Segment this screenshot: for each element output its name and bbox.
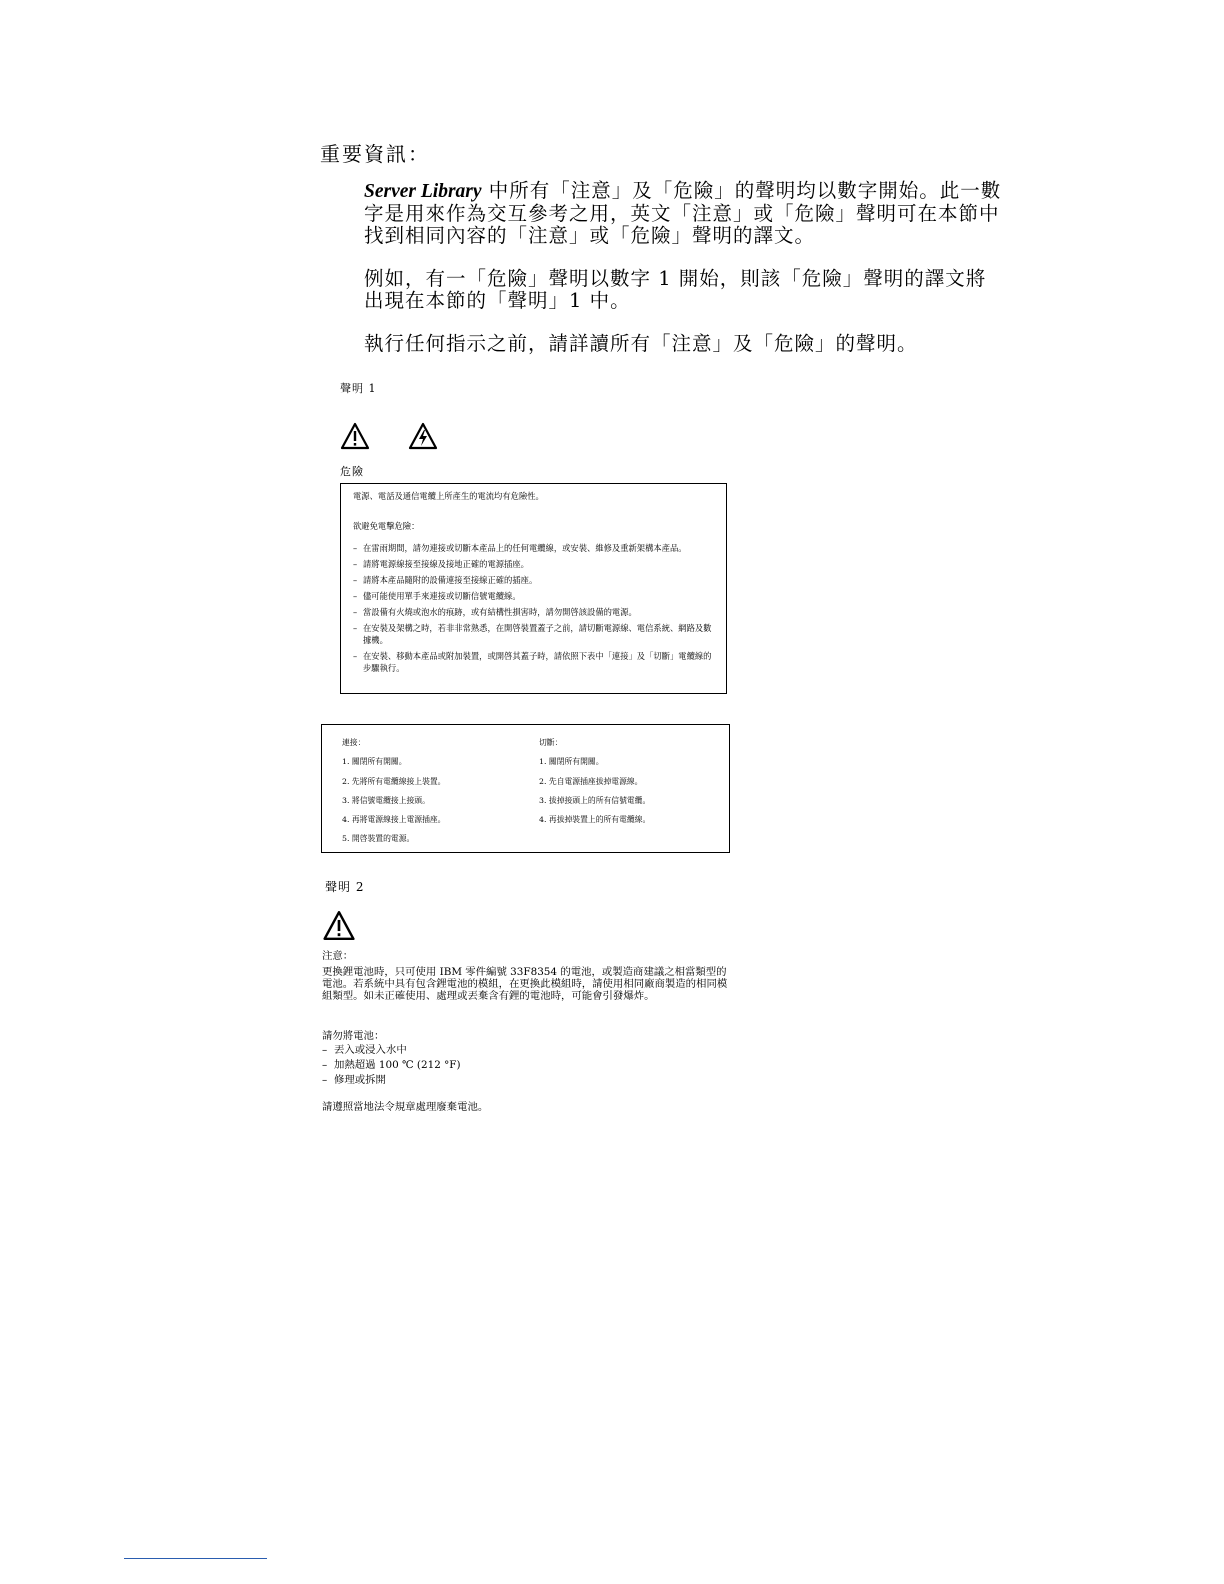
battery-do-not-heading: 請勿將電池： [322,1030,385,1042]
warning-triangle-icon [322,910,356,941]
battery-list-item: – 加熱超過 100 ℃ (212 °F) [322,1058,732,1073]
danger-list-item: – 當設備有火燒或泡水的痕跡，或有結構性損害時，請勿開啓該設備的電源。 [353,606,714,618]
intro-paragraph-3: 執行任何指示之前，請詳讀所有「注意」及「危險」的聲明。 [364,332,918,355]
connect-column [342,737,532,853]
statement-2-label: 聲明 2 [325,880,365,894]
danger-list-item: – 在雷雨期間，請勿連接或切斷本產品上的任何電纜線，或安裝、維修及重新架構本產品。 [353,542,714,554]
connect-step: 4. 再將電源線接上電源插座。 [342,815,446,825]
danger-list-item: – 在安裝及架構之時，若非非常熟悉，在開啓裝置蓋子之前，請切斷電源線、電信系統、網路及數據機。 [353,622,714,646]
intro-paragraph-2: 例如，有一「危險」聲明以數字 1 開始，則該「危險」聲明的譯文將出現在本節的「聲明」1 中。 [364,267,987,312]
disconnect-step: 2. 先自電源插座拔掉電源線。 [539,776,643,786]
danger-notice-box [340,483,727,694]
disconnect-column [539,737,729,833]
server-library-title: Server Library [364,181,482,202]
statement-1-label: 聲明 1 [340,382,377,395]
disconnect-step: 1. 關閉所有開關。 [539,757,604,767]
danger-intro: 電源、電話及通信電纜上所產生的電流均有危險性。 [353,491,544,501]
connect-disconnect-table [321,724,730,853]
caution-label: 注意： [322,950,354,962]
danger-list [353,542,714,674]
battery-list-item: – 修理或拆開 [322,1073,732,1088]
connect-step: 5. 開啓裝置的電源。 [342,834,415,844]
disconnect-step: 4. 再拔掉裝置上的所有電纜線。 [539,815,651,825]
footnote-divider [124,1558,267,1559]
caution-body: 更換鋰電池時，只可使用 IBM 零件編號 33F8354 的電池，或製造商建議之相當類型的電池。若系統中具有包含鋰電池的模組，在更換此模組時，請使用相同廠商製造的相同模組類型。如未正確使用、處理或丟棄含有鋰的電池時，可能會引發爆炸。 [322,966,728,1002]
connect-step: 2. 先將所有電纜線接上裝置。 [342,776,446,786]
battery-do-not-list [322,1043,732,1088]
danger-label: 危險 [340,465,364,478]
disconnect-step: 3. 拔掉接頭上的所有信號電纜。 [539,795,651,805]
intro-paragraph-1-text: 中所有「注意」及「危險」的聲明均以數字開始。此一數字是用來作為交互參考之用，英文「注意」或「危險」聲明可在本節中找到相同內容的「注意」或「危險」聲明的譯文。 [364,179,1002,247]
danger-list-item: – 在安裝、移動本產品或附加裝置，或開啓其蓋子時，請依照下表中「連接」及「切斷」電纜線的步驟執行。 [353,650,714,674]
danger-list-item: – 儘可能使用單手來連接或切斷信號電纜線。 [353,590,714,602]
electrical-hazard-icon [408,422,438,450]
battery-dispose-note: 請遵照當地法令規章處理廢棄電池。 [322,1101,489,1113]
page-heading: 重要資訊： [320,142,430,166]
battery-list-item: – 丟入或浸入水中 [322,1043,732,1058]
connect-step: 1. 關閉所有開關。 [342,757,407,767]
connect-header: 連接： [342,738,366,747]
disconnect-header: 切斷： [539,738,563,747]
connect-step: 3. 將信號電纜接上接頭。 [342,795,430,805]
danger-avoid-heading: 欲避免電擊危險： [353,521,420,531]
danger-list-item: – 請將電源線接至接線及接地正確的電源插座。 [353,558,714,570]
danger-list-item: – 請將本產品隨附的設備連接至接線正確的插座。 [353,574,714,586]
warning-triangle-icon [340,422,370,450]
intro-paragraph-1 [364,180,1004,247]
